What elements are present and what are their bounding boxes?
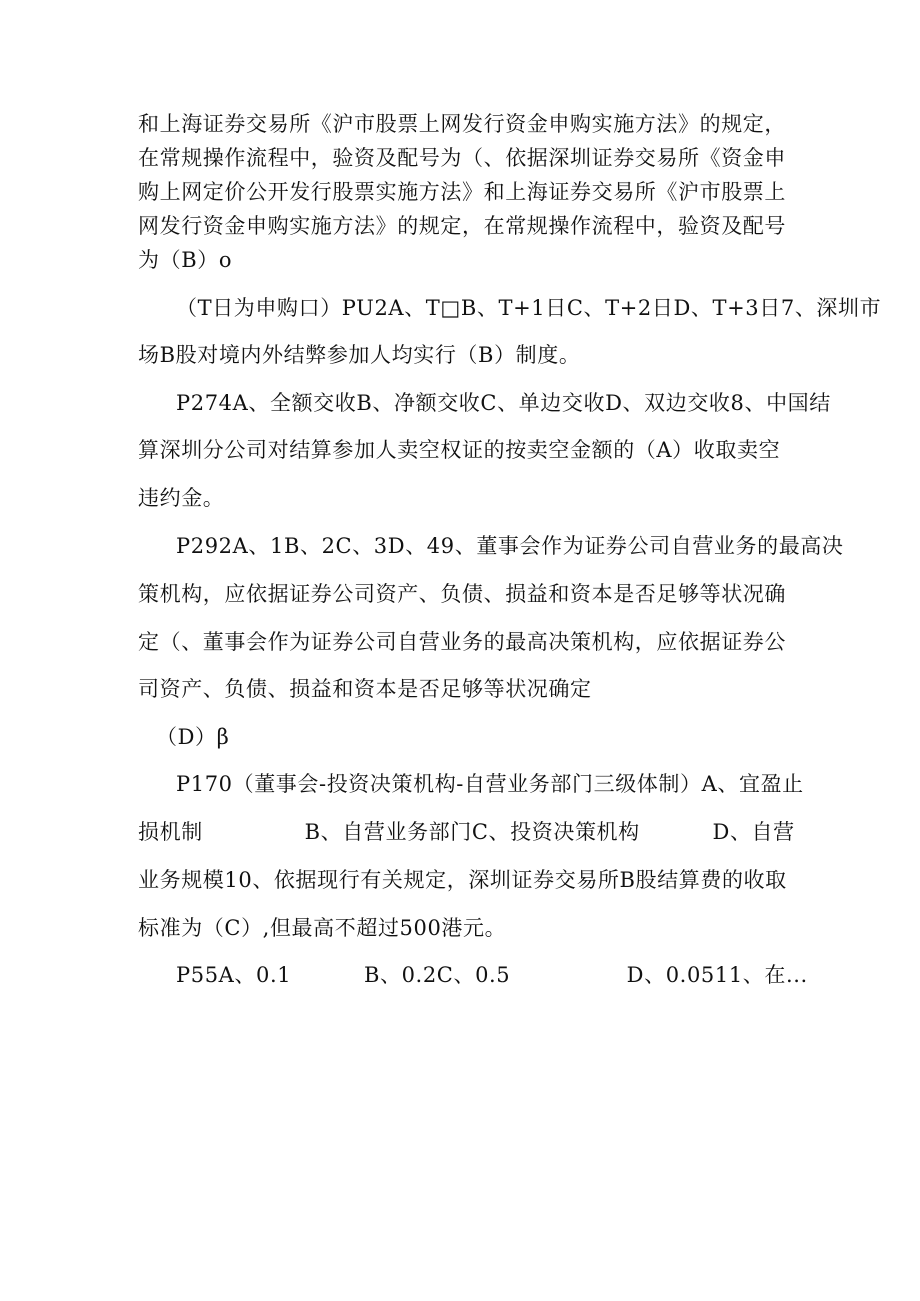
text-line: 场B股对境内外结弊参加人均实行（B）制度。 (138, 343, 581, 367)
text-line: 业务规模10、依据现行有关规定，深圳证券交易所B股结算费的收取 (138, 868, 787, 892)
text-line: 和上海证券交易所《沪市股票上网发行资金申购实施方法》的规定， (138, 112, 786, 136)
text-line: 司资产、负债、损益和资本是否足够等状况确定 (138, 677, 592, 701)
text-line: 在常规操作流程中，验资及配号为（、依据深圳证券交易所《资金申 (138, 146, 786, 170)
text-line: 算深圳分公司对结算参加人卖空权证的按卖空金额的（A）收取卖空 (138, 438, 781, 462)
text-line: 购上网定价公开发行股票实施方法》和上海证券交易所《沪市股票上 (138, 180, 786, 204)
text-line: P274A、全额交收B、净额交收C、单边交收D、双边交收8、中国结 (176, 391, 831, 415)
text-line: P292A、1B、2C、3D、49、董事会作为证券公司自营业务的最高决 (176, 534, 844, 558)
text-line: 标准为（C）,但最高不超过500港元。 (138, 916, 507, 940)
text-line: P170（董事会-投资决策机构-自营业务部门三级体制）A、宜盈止 (176, 772, 804, 796)
text-line: （D）β (156, 725, 230, 749)
text-line: P55A、0.1 B、0.2C、0.5 D、0.0511、在... (176, 963, 808, 987)
text-line: （T日为申购口）PU2A、T□B、T+1日C、T+2日D、T+3日7、深圳市 (176, 296, 882, 320)
text-line: 违约金。 (138, 486, 225, 510)
text-line: 损机制 B、自营业务部门C、投资决策机构 D、自营 (138, 820, 795, 844)
text-line: 策机构，应依据证券公司资产、负债、损益和资本是否足够等状况确 (138, 582, 786, 606)
text-line: 为（B）o (138, 248, 233, 272)
text-line: 网发行资金申购实施方法》的规定，在常规操作流程中，验资及配号 (138, 214, 786, 238)
text-line: 定（、董事会作为证券公司自营业务的最高决策机构，应依据证券公 (138, 630, 786, 654)
